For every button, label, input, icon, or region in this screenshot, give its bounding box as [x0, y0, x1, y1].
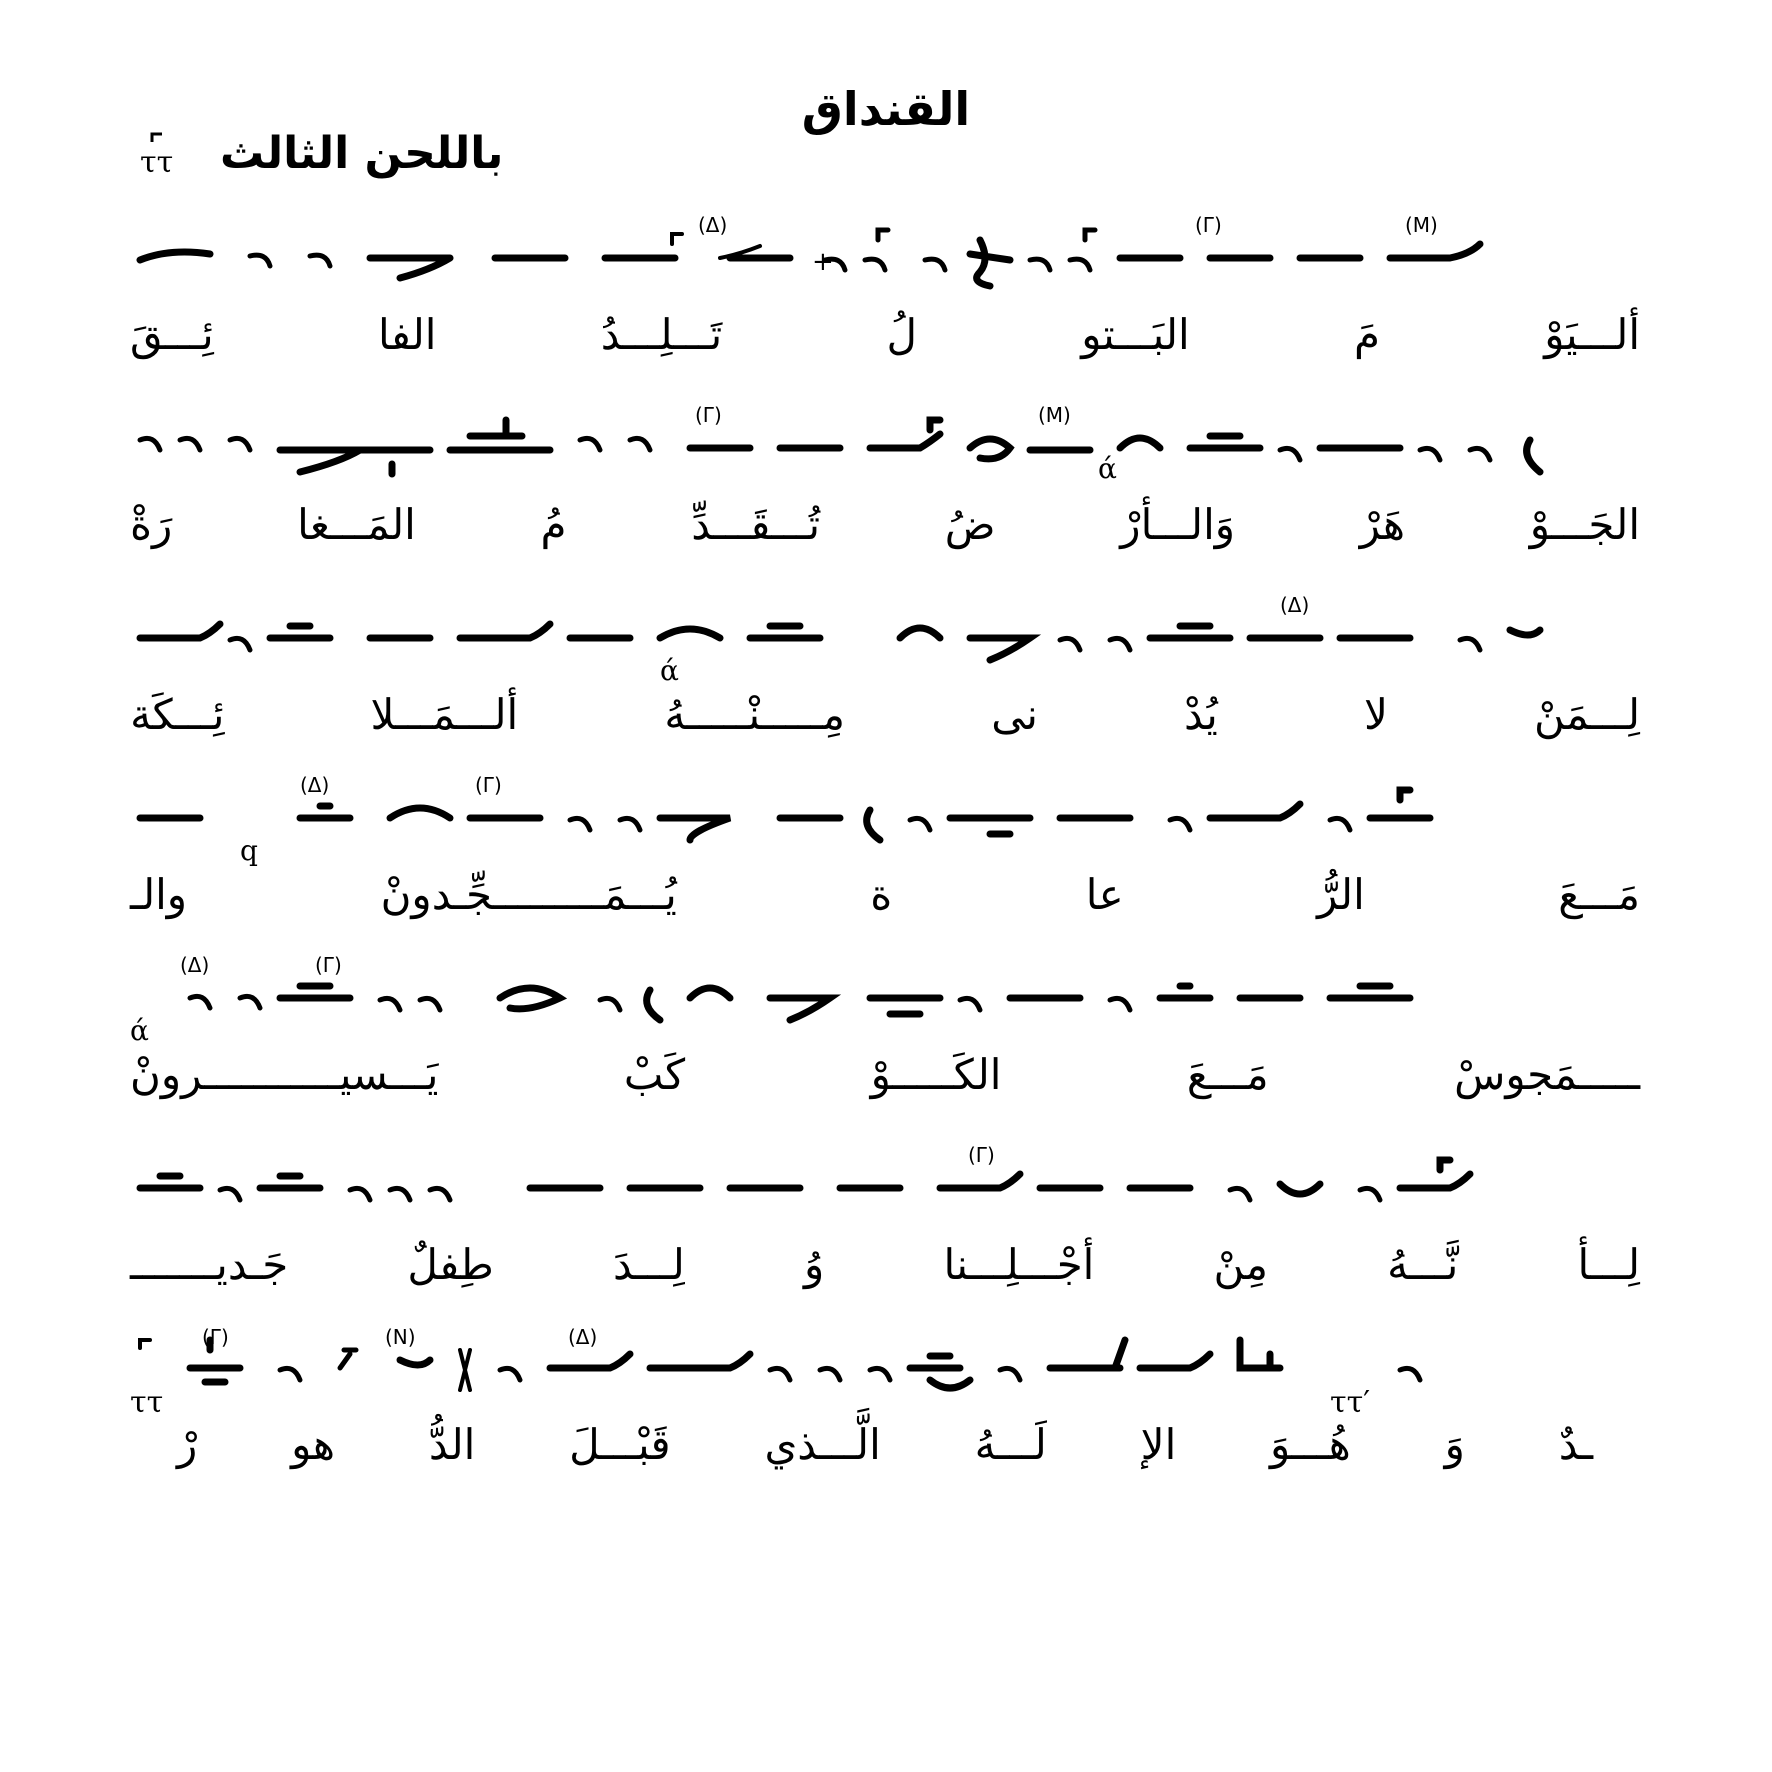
neume-staff-7 [130, 1320, 1640, 1430]
oligon-icon [870, 998, 940, 1014]
ison-icon [1110, 998, 1130, 1010]
martyria-icon: ά [660, 654, 679, 687]
mode-sign-icon [140, 1340, 150, 1348]
syllable: تَـــلِـــدُ [600, 310, 723, 359]
oligon-icon [940, 1174, 1020, 1188]
oligon-icon [550, 1354, 630, 1368]
apostrophos-icon [400, 1360, 430, 1365]
petasti-icon [450, 420, 550, 450]
neume-staff-4 [130, 770, 1640, 880]
syllable: لَـــهُ [974, 1420, 1047, 1469]
oligon-icon [1140, 1354, 1210, 1368]
syllable: لُ [886, 310, 917, 359]
oligon-icon [672, 234, 760, 258]
syllable: الدُّ [428, 1420, 476, 1469]
syllable: لِـــدَ [613, 1240, 685, 1289]
mode-sign-icon: ττ′ [1330, 1385, 1371, 1420]
ison-icon [310, 255, 330, 266]
delta-sign-icon: (Δ) [300, 773, 330, 797]
syllable: مَ [1353, 310, 1380, 359]
petasti-icon [910, 1356, 970, 1388]
syllable: يُـــمَـــــــــجِّـدونْ [380, 870, 677, 919]
gamma-sign-icon: (Γ) [202, 1325, 229, 1349]
syllable: وَالـــأرْ [1120, 500, 1236, 549]
neume-staff-6 [130, 1140, 1640, 1250]
oligon-icon [260, 1176, 320, 1188]
lyric-line-4 [130, 870, 1640, 940]
lyric-line-7 [130, 1420, 1640, 1490]
oligon-icon [750, 626, 820, 638]
ison-icon [1170, 818, 1190, 830]
oligon-icon [970, 638, 1030, 660]
ison-icon [140, 438, 200, 450]
oligon-icon [360, 450, 430, 474]
oligon-icon [1240, 1340, 1280, 1368]
syllable: الَّـــذي [764, 1420, 881, 1469]
ison-icon [500, 1368, 520, 1380]
ison-icon [1460, 638, 1480, 650]
oligon-icon [140, 252, 210, 260]
neume-staff-5 [130, 950, 1640, 1060]
syllable: يَـــسيـــــــــــرونْ [130, 1050, 439, 1099]
ison-icon [1230, 1188, 1250, 1200]
apostrophos-icon [865, 230, 888, 270]
syllable: هو [291, 1420, 335, 1469]
lyric-line-2 [130, 500, 1640, 570]
syllable: أجْـــلِـــنا [943, 1240, 1095, 1289]
syllable: ئِـــكَة [130, 690, 225, 739]
ison-icon [1420, 448, 1490, 460]
gamma-sign-icon: (Γ) [695, 403, 722, 427]
martyria-icon: ά [130, 1014, 149, 1047]
vareia-icon [647, 990, 660, 1020]
oligon-icon [1150, 626, 1230, 638]
syllable: ة [870, 870, 893, 919]
petasti-icon [770, 998, 830, 1020]
syllable: لِـــمَنْ [1534, 690, 1640, 739]
ison-icon [250, 255, 270, 266]
neume-staff-3 [130, 590, 1640, 700]
ison-icon [380, 998, 400, 1010]
ison-icon [600, 998, 620, 1010]
ison-icon [230, 438, 250, 450]
vareia-icon [867, 810, 880, 840]
mu-sign-icon: (M) [1405, 213, 1438, 237]
svg-text:ττ: ττ [140, 145, 174, 180]
ison-icon [925, 259, 945, 270]
vareia-icon [1527, 440, 1540, 472]
ison-icon [1030, 259, 1050, 270]
ison-icon [570, 818, 640, 830]
apostrophos-icon [390, 808, 450, 818]
oligon-icon [650, 1354, 750, 1368]
ison-icon [960, 998, 980, 1010]
apostrophos-icon [1510, 630, 1540, 635]
syllable: رَةْ [130, 500, 173, 549]
tone-heading: باللحن الثالث [220, 128, 504, 179]
syllable: عا [1085, 870, 1124, 919]
oligon-icon [1190, 436, 1260, 448]
syllable: نَّـــهُ [1387, 1240, 1459, 1289]
kentimata-icon [970, 240, 1010, 286]
syllable: الكَـــــوْ [870, 1050, 1002, 1099]
lyric-line-1 [130, 310, 1640, 380]
syllable: ـــــمَجوسْ [1454, 1050, 1640, 1099]
martyria-icon: q [240, 834, 258, 867]
ison-icon [910, 818, 930, 830]
syllable: وَ [1444, 1420, 1465, 1469]
syllable: هَرْ [1359, 500, 1406, 549]
neume-staff-2 [130, 400, 1640, 510]
oligon-icon [340, 1350, 356, 1368]
delta-sign-icon: (Δ) [1280, 593, 1310, 617]
delta-sign-icon: (Δ) [180, 953, 210, 977]
syllable: وُ [804, 1240, 825, 1289]
syllable: ـدٌ [1558, 1420, 1594, 1469]
apostrophos-icon [1120, 438, 1160, 448]
page-title: القنداق [801, 82, 971, 136]
oligon-icon [270, 626, 330, 638]
ison-icon [1330, 818, 1350, 830]
syllable: ئِـــقَ [130, 310, 214, 359]
ison-icon [230, 638, 250, 650]
apostrophos-icon [1070, 230, 1095, 270]
oligon-icon [870, 420, 940, 448]
martyria-icon: ά [1098, 452, 1117, 485]
mu-sign-icon: (M) [1038, 403, 1071, 427]
apostrophos-icon [690, 988, 730, 998]
syllable: طِفلٌ [407, 1240, 494, 1289]
ison-icon [190, 996, 260, 1008]
ison-icon [350, 1188, 450, 1200]
syllable: ألـــيَوْ [1544, 310, 1640, 359]
ison-icon [420, 998, 440, 1010]
oligon-icon [140, 624, 220, 638]
oligon-icon [460, 624, 550, 638]
syllable: جَـديـــــــ [130, 1240, 289, 1289]
oligon-icon [140, 1176, 200, 1188]
syllable: المَـــغا [297, 500, 416, 549]
delta-sign-icon: (Δ) [698, 213, 728, 237]
syllable: مَـــعَ [1558, 870, 1640, 919]
syllable: كَبْ [623, 1050, 686, 1099]
gamma-sign-icon: (Γ) [315, 953, 342, 977]
syllable: ألـــمَـــلا [370, 690, 519, 739]
syllable: مَـــعَ [1186, 1050, 1269, 1099]
gamma-sign-icon: (Γ) [1195, 213, 1222, 237]
petasti-icon [660, 629, 720, 638]
syllable: رْ [177, 1420, 198, 1469]
delta-sign-icon: (Δ) [568, 1325, 598, 1349]
syllable: الجَـــوْ [1529, 500, 1640, 549]
petasti-icon [900, 628, 940, 638]
syllable: نى [991, 690, 1038, 739]
oligon-fthora-icon [370, 258, 450, 278]
oligon-icon [1390, 244, 1480, 258]
oligon-icon [1050, 1340, 1125, 1368]
lyric-line-6 [130, 1240, 1640, 1310]
lyric-line-3 [130, 690, 1640, 760]
mode-sign-icon: ττ [130, 1385, 164, 1420]
syllable: البَـــتو [1081, 310, 1190, 359]
ison-icon [580, 438, 650, 450]
oligon-icon [950, 818, 1030, 834]
syllable: ضُ [944, 500, 996, 549]
oligon-icon [300, 806, 350, 818]
neume-staff-1 [130, 210, 1640, 320]
syllable: الفا [377, 310, 437, 359]
gamma-sign-icon: (Γ) [475, 773, 502, 797]
petasti-icon [660, 818, 730, 840]
gamma-sign-icon: (Γ) [968, 1143, 995, 1167]
ison-icon [1400, 1368, 1420, 1380]
ison-icon [220, 1188, 240, 1200]
ison-icon [1060, 638, 1130, 650]
lyric-line-5 [130, 1050, 1640, 1120]
ison-icon [1280, 448, 1300, 460]
ison-icon [770, 1368, 890, 1380]
oligon-icon [1330, 986, 1410, 998]
ison-icon [1360, 1188, 1380, 1200]
oligon-icon [1210, 804, 1300, 818]
kentimata-icon [970, 439, 1010, 459]
ison-icon [280, 1368, 300, 1380]
oligon-icon [1400, 1160, 1470, 1188]
syllable: لِـــأ [1577, 1240, 1640, 1289]
nu-sign-icon: (N) [385, 1325, 416, 1349]
syllable: لا [1363, 690, 1388, 739]
syllable: هُـــوَ [1270, 1420, 1351, 1469]
syllable: مِنْ [1213, 1240, 1268, 1289]
syllable: مُ [540, 500, 567, 549]
apostrophos-icon [1280, 1184, 1320, 1194]
syllable: الإ [1140, 1420, 1177, 1469]
mode-three-martyria-icon [138, 130, 188, 180]
ison-icon [1000, 1368, 1020, 1380]
oligon-icon [1370, 790, 1430, 818]
syllable: يُدْ [1184, 690, 1218, 739]
petasti-icon [280, 450, 360, 472]
syllable: تُـــقَـــدِّ [691, 500, 821, 549]
syllable: والـ [130, 870, 188, 919]
cross-icon: + [812, 247, 834, 277]
chi-icon [460, 1350, 470, 1390]
syllable: مِـــــنْـــــهُ [664, 690, 846, 739]
oligon-icon [1160, 986, 1210, 998]
syllable: قَبْـــلَ [569, 1420, 671, 1469]
oligon-icon [280, 986, 350, 998]
syllable: الرُّ [1317, 870, 1365, 919]
petasti-icon [500, 988, 560, 1009]
